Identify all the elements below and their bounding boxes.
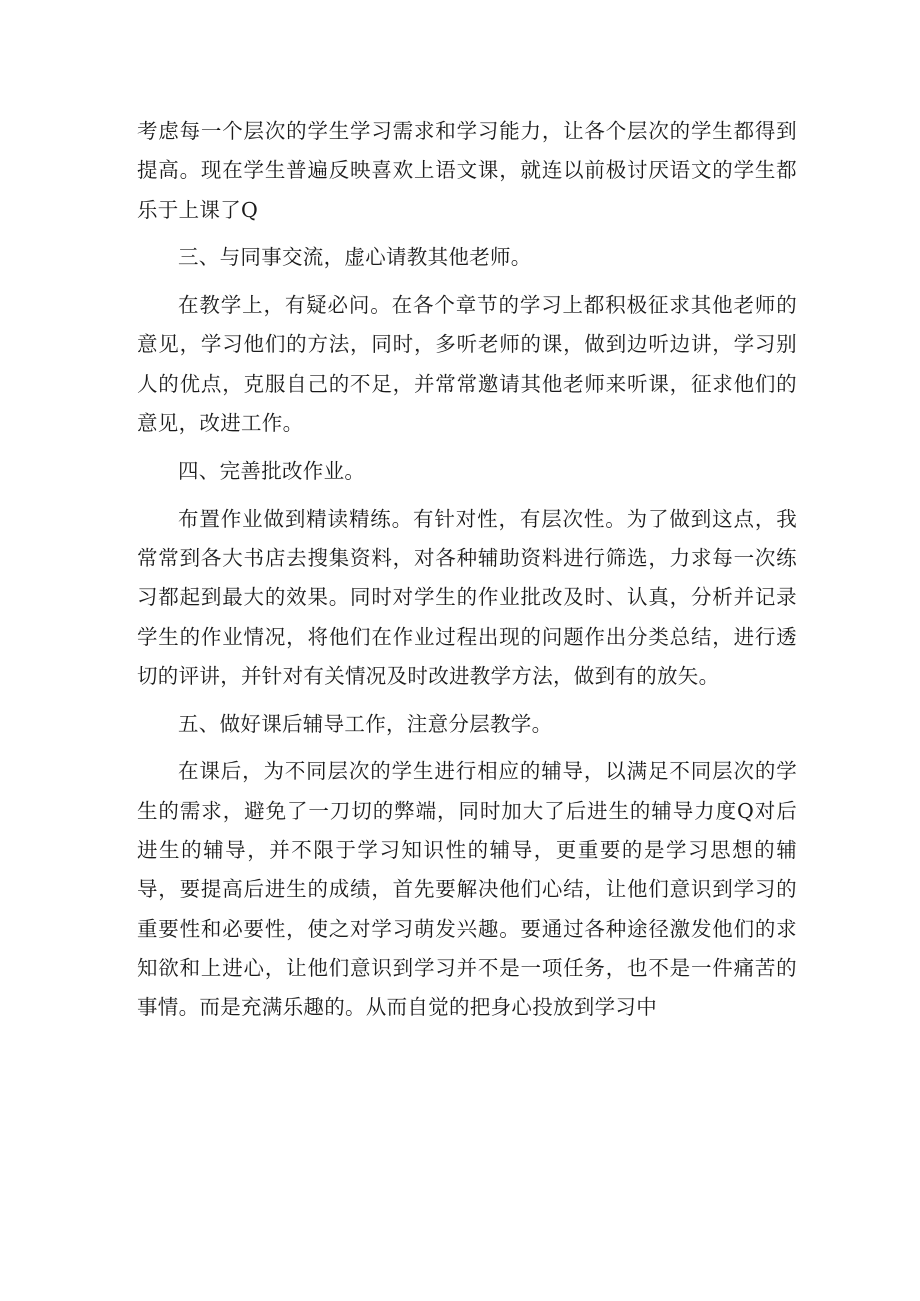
section-heading-4: 四、完善批改作业。: [178, 458, 366, 483]
paragraph-section-5: 在课后，为不同层次的学生进行相应的辅导，以满足不同层次的学生的需求，避免了一刀切的弊端，同时加大了后进生的辅导力度Q对后进生的辅导，并不限于学习知识性的辅导，更重要的是学习思想的辅导，要提高后进生的成绩，首先要解决他们心结，让他们意识到学习的重要性和必要性，使之对学习萌发兴趣。要通过各种途径激发他们的求知欲和上进心，让他们意识到学习并不是一项任务，也不是一件痛苦的事情。而是充满乐趣的。从而自觉的把身心投放到学习中: [137, 759, 797, 1020]
paragraph-section-3: 在教学上，有疑必问。在各个章节的学习上都积极征求其他老师的意见，学习他们的方法，同时，多听老师的课，做到边听边讲，学习别人的优点，克服自己的不足，并常常邀请其他老师来听课，征求他们的意见，改进工作。: [137, 293, 797, 436]
paragraph-section-4: 布置作业做到精读精练。有针对性，有层次性。为了做到这点，我常常到各大书店去搜集资料，对各种辅助资料进行筛选，力求每一次练习都起到最大的效果。同时对学生的作业批改及时、认真，分析并记录学生的作业情况，将他们在作业过程出现的问题作出分类总结，进行透切的评讲，并针对有关情况及时改进教学方法，做到有的放矢。: [137, 506, 797, 688]
document-body: [137, 112, 797, 1036]
section-heading-3: 三、与同事交流，虚心请教其他老师。: [178, 245, 532, 270]
section-heading-5: 五、做好课后辅导工作，注意分层教学。: [178, 711, 553, 736]
paragraph-continuation: 考虑每一个层次的学生学习需求和学习能力，让各个层次的学生都得到提高。现在学生普遍反映喜欢上语文课，就连以前极讨厌语文的学生都乐于上课了Q: [137, 119, 797, 222]
